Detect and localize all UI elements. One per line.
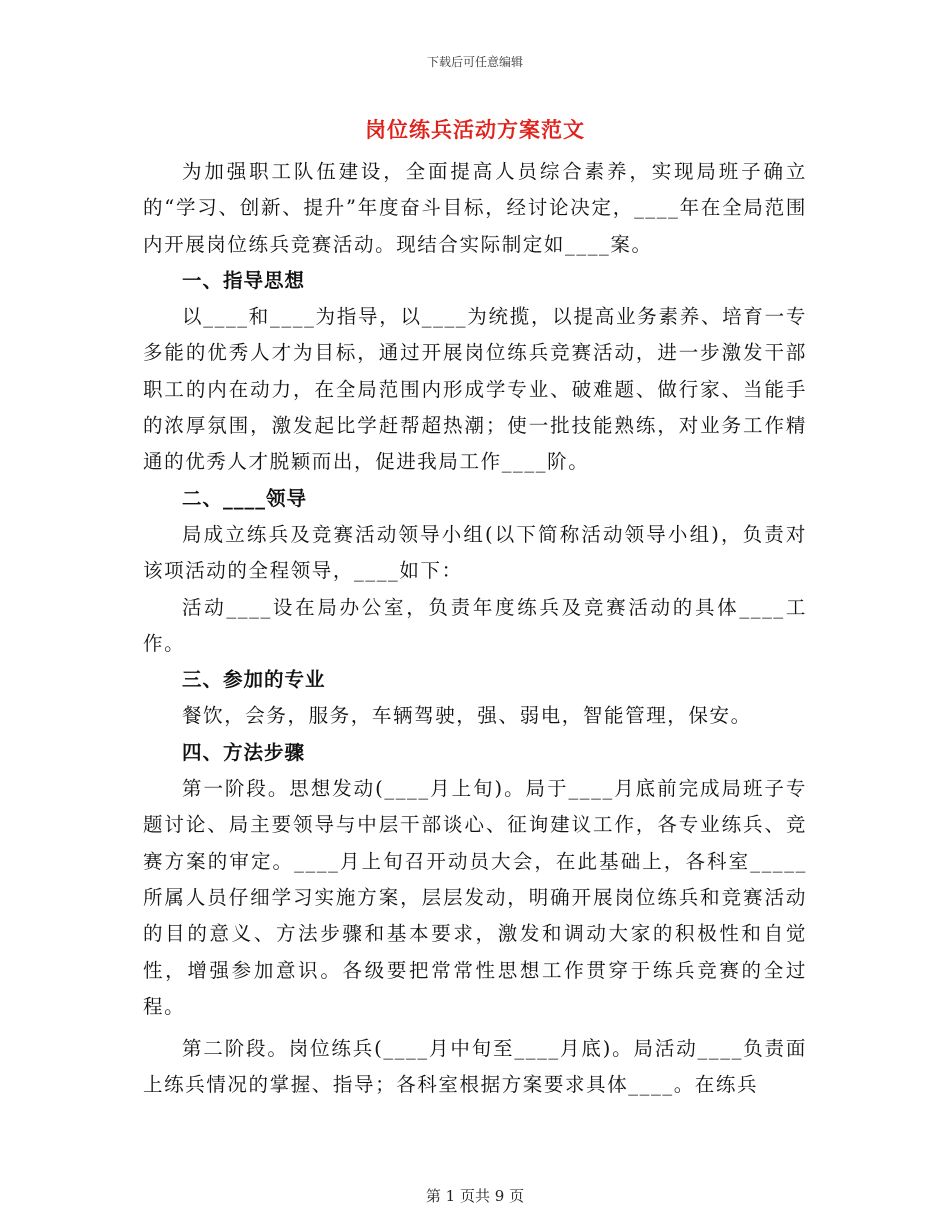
intro-paragraph: 为加强职工队伍建设，全面提高人员综合素养，实现局班子确立的“学习、创新、提升”年度奋斗目标，经讨论决定，____年在全局范围内开展岗位练兵竞赛活动。现结合实际制定如____案。 xyxy=(143,160,807,256)
stage-one-paragraph: 第一阶段。思想发动(____月上旬)。局于____月底前完成局班子专题讨论、局主要领导与中层干部谈心、征询建议工作，各专业练兵、竞赛方案的审定。____月上旬召开动员大会，在此基础上，各科室_____所属人员仔细学习实施方案，层层发动，明确开展岗位练兵和竞赛活动的目的意义、方法步骤和基本要求，激发和调动大家的积极性和自觉性，增强参加意识。各级要把常常性思想工作贯穿于练兵竞赛的全过程。 xyxy=(143,777,807,1018)
section-heading-leadership: 二、____领导 xyxy=(182,486,308,510)
stage-two-paragraph: 第二阶段。岗位练兵(____月中旬至____月底)。局活动____负责面上练兵情况的掌握、指导；各科室根据方案要求具体____。在练兵 xyxy=(143,1037,807,1097)
specialties-paragraph: 餐饮，会务，服务，车辆驾驶，强、弱电，智能管理，保安。 xyxy=(182,704,752,728)
document-body xyxy=(143,154,807,1104)
section-heading-participating-specialties: 三、参加的专业 xyxy=(182,668,326,692)
leadership-paragraph-1: 局成立练兵及竞赛活动领导小组(以下简称活动领导小组)，负责对该项活动的全程领导，____如下： xyxy=(143,522,807,583)
section-heading-method-steps: 四、方法步骤 xyxy=(182,740,306,764)
guiding-ideology-paragraph: 以____和____为指导，以____为统揽，以提高业务素养、培育一专多能的优秀人才为目标，通过开展岗位练兵竞赛活动，进一步激发干部职工的内在动力，在全局范围内形成学专业、破难题、做行家、当能手的浓厚氛围，激发起比学赶帮超热潮；使一批技能熟练，对业务工作精通的优秀人才脱颖而出，促进我局工作____阶。 xyxy=(143,305,807,474)
document-title: 岗位练兵活动方案范文 xyxy=(365,117,585,142)
header-note: 下载后可任意编辑 xyxy=(426,55,523,69)
leadership-paragraph-2: 活动____设在局办公室，负责年度练兵及竞赛活动的具体____工作。 xyxy=(143,595,807,655)
section-heading-guiding-ideology: 一、指导思想 xyxy=(182,268,306,292)
page-number-footer: 第 1 页共 9 页 xyxy=(425,1187,525,1205)
